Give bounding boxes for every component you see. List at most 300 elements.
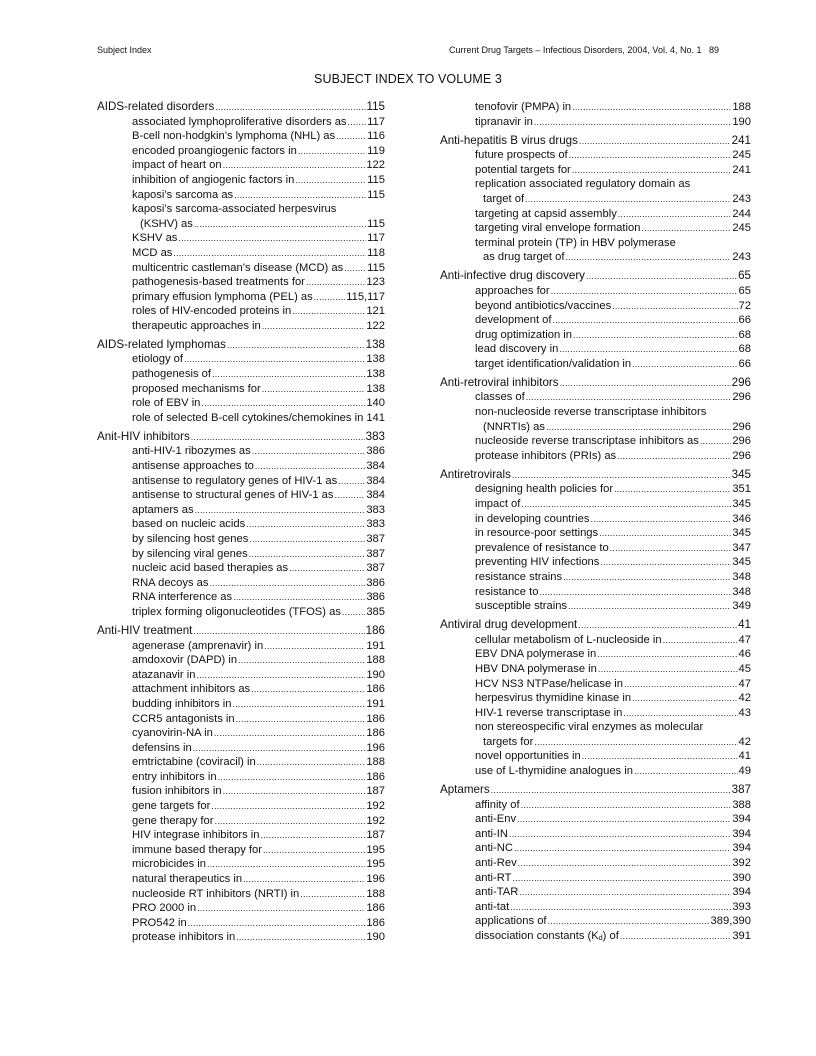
entry-label: classes of [475, 391, 525, 404]
entry-label: role of EBV in [132, 397, 201, 410]
running-head-journal [449, 45, 719, 55]
entry-label: agenerase (amprenavir) in [132, 639, 264, 652]
page-reference: 123 [366, 276, 385, 289]
dot-leader [289, 561, 365, 576]
page-reference: 392 [732, 857, 751, 870]
index-subentry [440, 299, 751, 314]
index-subentry-continuation [440, 735, 751, 750]
page-reference: 196 [366, 873, 385, 886]
dot-leader [514, 841, 731, 856]
dot-leader [614, 482, 731, 497]
dot-leader [519, 885, 731, 900]
dot-leader [517, 812, 731, 827]
dot-leader [364, 411, 365, 426]
index-subentry [440, 555, 751, 570]
index-subentry [440, 148, 751, 163]
dot-leader [663, 633, 738, 648]
page-reference: 115 [367, 261, 385, 274]
dot-leader [234, 188, 366, 203]
entry-label: anti-Rev [475, 857, 517, 870]
dot-leader [546, 420, 731, 435]
page-reference: 351 [732, 483, 751, 496]
entry-label: AIDS-related lymphomas [97, 337, 226, 351]
index-entry [440, 376, 751, 464]
page-reference: 192 [366, 814, 385, 827]
index-subentry [97, 653, 385, 668]
page-reference: 42 [738, 692, 751, 705]
index-subentry [440, 434, 751, 449]
dot-leader [573, 328, 738, 343]
page-reference: 138 [366, 382, 385, 395]
dot-leader [178, 231, 366, 246]
entry-label: Antiretrovirals [440, 467, 511, 481]
dot-leader [262, 382, 366, 397]
dot-leader [572, 100, 731, 115]
dot-leader [233, 697, 366, 712]
index-subentry [440, 449, 751, 464]
entry-label: PRO 2000 in [132, 902, 197, 915]
dot-leader [188, 916, 366, 931]
entry-label: EBV DNA polymerase in [475, 648, 597, 661]
index-subentry [97, 144, 385, 159]
page-reference: 186 [366, 916, 385, 929]
entry-label: resistance strains [475, 570, 563, 583]
page-reference: 188 [366, 887, 385, 900]
entry-label: etiology of [132, 353, 183, 366]
dot-leader [214, 726, 365, 741]
dot-leader [491, 783, 731, 798]
page-reference: 187 [366, 785, 385, 798]
index-subentry [440, 662, 751, 677]
page-reference: 186 [366, 683, 385, 696]
index-subentry-line: kaposi’s sarcoma-associated herpesvirus [132, 203, 337, 216]
dot-leader [191, 430, 365, 445]
entry-label-continued: (KSHV) as [140, 217, 193, 230]
index-entry [440, 100, 751, 129]
label-text-after: ) of [602, 930, 619, 942]
page-reference: 118 [367, 246, 385, 259]
index-subentry-line: replication associated regulatory domain as [475, 178, 691, 191]
page-reference: 119 [367, 144, 385, 157]
entry-label: HBV DNA polymerase in [475, 662, 597, 675]
entry-label: aptamers as [132, 503, 194, 516]
page-reference: 188 [732, 101, 751, 113]
index-entry [440, 618, 751, 779]
page-reference: 186 [366, 770, 385, 783]
dot-leader [548, 914, 710, 929]
entry-label: RNA interference as [132, 591, 233, 604]
page-reference: 115 [367, 217, 385, 230]
dot-leader [211, 799, 365, 814]
dot-leader [314, 290, 345, 305]
dot-leader [218, 770, 366, 785]
index-subentry [97, 755, 385, 770]
index-subentry [97, 576, 385, 591]
entry-label: targeting at capsid assembly [475, 207, 617, 220]
page-reference: 383 [365, 429, 385, 443]
index-subentry [440, 284, 751, 299]
page-reference: 386 [366, 591, 385, 604]
dot-leader [641, 221, 731, 236]
index-subentry [97, 639, 385, 654]
dot-leader [610, 541, 732, 556]
page-reference: 188 [366, 756, 385, 769]
dot-leader [632, 691, 737, 706]
index-subentry [440, 313, 751, 328]
entry-label: pathogenesis-based treatments for [132, 276, 305, 289]
index-heading [440, 269, 751, 284]
index-subentry [97, 517, 385, 532]
dot-leader [348, 115, 367, 130]
page-reference: 65 [738, 284, 751, 297]
entry-label: nucleoside RT inhibitors (NRTI) in [132, 887, 300, 900]
dot-leader [521, 497, 731, 512]
index-entry [97, 338, 385, 426]
page-reference: 187 [366, 829, 385, 842]
entry-label: impact of heart on [132, 159, 222, 172]
page-reference: 347 [732, 541, 751, 554]
page-reference: 41 [738, 750, 751, 763]
page-reference: 190 [366, 668, 385, 681]
entry-label: anti-Env [475, 813, 517, 826]
index-subentry [97, 770, 385, 785]
page-reference: 388 [732, 798, 751, 811]
page-reference: 117 [367, 115, 385, 128]
dot-leader [243, 872, 365, 887]
index-subentry [97, 444, 385, 459]
index-subentry [97, 129, 385, 144]
entry-label: anti-IN [475, 827, 508, 840]
index-subentry [440, 390, 751, 405]
dot-leader [214, 814, 365, 829]
dot-leader [617, 449, 731, 464]
entry-label: tipranavir in [475, 115, 533, 128]
index-subentry [97, 682, 385, 697]
entry-label: budding inhibitors in [132, 697, 232, 710]
index-subentry [440, 570, 751, 585]
entry-label: by silencing host genes [132, 533, 249, 545]
dot-leader [620, 929, 732, 944]
entry-label: prevalence of resistance to [475, 541, 609, 554]
index-subentry [97, 459, 385, 474]
entry-label: microbicides in [132, 858, 206, 871]
dot-leader [338, 474, 365, 489]
page-reference: 68 [738, 343, 751, 356]
dot-leader [597, 647, 737, 662]
index-entry [440, 783, 751, 947]
entry-label: triplex forming oligonucleotides (TFOS) as [132, 605, 341, 618]
page-reference: 394 [732, 827, 751, 840]
page-reference: 394 [732, 886, 751, 899]
entry-label-continued: (NNRTIs) as [483, 420, 545, 433]
entry-label: amdoxovir (DAPD) in [132, 654, 238, 667]
entry-label: RNA decoys as [132, 576, 209, 589]
page-reference: 186 [366, 902, 385, 915]
page-reference: 47 [738, 633, 751, 646]
dot-leader [251, 682, 365, 697]
page-reference: 68 [738, 328, 751, 341]
page-reference: 117 [367, 232, 385, 245]
dot-leader [578, 618, 737, 633]
dot-leader [565, 250, 731, 265]
page-reference: 46 [738, 648, 751, 661]
dot-leader [255, 459, 365, 474]
dot-leader [336, 129, 366, 144]
page-reference: 42 [738, 735, 751, 748]
index-heading [97, 338, 385, 353]
dot-leader [193, 741, 366, 756]
entry-label: cyanovirin-NA in [132, 727, 213, 740]
page-reference: 138 [365, 337, 385, 351]
index-subentry [440, 929, 751, 947]
dot-leader [700, 434, 731, 449]
index-subentry [97, 304, 385, 319]
entry-label: B-cell non-hodgkin’s lymphoma (NHL) as [132, 130, 336, 143]
entry-label: Anti-infective drug discovery [440, 269, 585, 283]
page-reference: 115,117 [346, 290, 385, 303]
page-reference: 387 [731, 783, 751, 797]
dot-leader [196, 668, 365, 683]
dot-leader [344, 261, 366, 276]
dot-leader [262, 319, 366, 334]
entry-label: proposed mechanisms for [132, 382, 261, 395]
index-subentry [440, 691, 751, 706]
index-subentry [97, 352, 385, 367]
index-subentry [97, 411, 385, 426]
entry-label: impact of [475, 498, 521, 510]
page-reference: 243 [732, 192, 751, 205]
index-subentry [440, 100, 751, 115]
dot-leader [551, 284, 738, 299]
index-subentry [440, 357, 751, 372]
entry-label: development of [475, 314, 552, 327]
entry-label: based on nucleic acids [132, 518, 246, 531]
entry-label: KSHV as [132, 232, 178, 245]
index-entry [440, 134, 751, 265]
entry-label: use of L-thymidine analogues in [475, 765, 633, 778]
entry-label: antisense to regulatory genes of HIV-1 as [132, 474, 338, 487]
label-text: dissociation constants (K [475, 930, 599, 942]
entry-label: gene targets for [132, 800, 211, 813]
dot-leader [201, 396, 365, 411]
entry-label: anti-RT [475, 871, 512, 884]
index-subentry [440, 677, 751, 692]
index-subentry [97, 561, 385, 576]
page-reference: 387 [366, 547, 385, 560]
page-reference: 349 [732, 600, 751, 613]
entry-label: roles of HIV-encoded proteins in [132, 305, 292, 318]
entry-label: antisense approaches to [132, 460, 254, 473]
index-subentry [440, 871, 751, 886]
index-subentry [97, 115, 385, 130]
page-reference: 191 [366, 639, 385, 652]
entry-label: resistance to [475, 585, 539, 598]
entry-label: attachment inhibitors as [132, 683, 251, 696]
page-reference: 66 [738, 357, 751, 370]
dot-leader [579, 134, 731, 149]
page-reference: 394 [732, 813, 751, 826]
entry-label: herpesvirus thymidine kinase in [475, 692, 632, 705]
dot-leader [246, 517, 365, 532]
entry-label-continued: targets for [483, 735, 534, 748]
entry-label: immune based therapy for [132, 843, 262, 856]
entry-label: role of selected B-cell cytokines/chemokines in [132, 411, 364, 424]
entry-label: preventing HIV infections [475, 556, 600, 569]
entry-label: anti-TAR [475, 886, 519, 899]
dot-leader [194, 217, 366, 232]
page-reference: 348 [732, 570, 751, 583]
entry-label [475, 735, 533, 750]
index-subentry [440, 885, 751, 900]
index-subentry [440, 764, 751, 779]
index-subentry [440, 706, 751, 721]
index-subentry [97, 668, 385, 683]
entry-label: nucleic acid based therapies as [132, 562, 289, 575]
entry-label: drug optimization in [475, 328, 573, 341]
index-subentry [97, 828, 385, 843]
page-reference: 41 [738, 618, 751, 632]
dot-leader [534, 735, 737, 750]
page-reference: 348 [732, 585, 751, 598]
dot-leader [260, 828, 365, 843]
page-reference: 192 [366, 800, 385, 813]
dot-leader [207, 857, 365, 872]
page-reference: 141 [366, 411, 385, 424]
index-subentry [440, 914, 751, 929]
entry-label: affinity of [475, 798, 520, 811]
index-subentry [440, 115, 751, 130]
entry-label: applications of [475, 915, 547, 928]
dot-leader [257, 755, 366, 770]
dot-leader [518, 856, 732, 871]
index-subentry [440, 841, 751, 856]
page-reference: 391 [732, 930, 751, 942]
dot-leader [264, 639, 365, 654]
index-subentry [97, 799, 385, 814]
dot-leader [600, 555, 731, 570]
entry-label: by silencing viral genes [132, 547, 248, 560]
page-reference: 196 [366, 741, 385, 754]
dot-leader [525, 192, 731, 207]
page-reference: 121 [366, 305, 385, 318]
dot-leader [539, 585, 731, 600]
entry-label: potential targets for [475, 163, 571, 176]
index-heading [440, 134, 751, 149]
page-reference: 138 [366, 353, 385, 366]
page-reference: 345 [732, 556, 751, 569]
index-subentry [97, 173, 385, 188]
index-subentry [97, 887, 385, 902]
page-title: SUBJECT INDEX TO VOLUME 3 [314, 72, 502, 86]
page-reference: 245 [732, 222, 751, 235]
page-reference: 186 [366, 727, 385, 740]
page-reference: 241 [731, 133, 751, 147]
index-subentry [440, 541, 751, 556]
dot-leader [238, 653, 365, 668]
dot-leader [236, 712, 366, 727]
index-subentry [97, 246, 385, 261]
page-reference: 241 [732, 163, 751, 176]
entry-label: HIV-1 reverse transcriptase in [475, 706, 623, 719]
index-subentry [97, 488, 385, 503]
index-subentry [440, 342, 751, 357]
page-reference: 296 [732, 449, 751, 462]
dot-leader [215, 100, 365, 115]
entry-label: target identification/validation in [475, 357, 632, 370]
entry-label: HIV integrase inhibitors in [132, 829, 260, 842]
index-subentry [97, 697, 385, 712]
page-reference: 245 [732, 149, 751, 162]
entry-label: in resource-poor settings [475, 527, 599, 540]
page-reference: 393 [732, 900, 751, 913]
page-reference: 296 [732, 391, 751, 404]
index-subentry-line: non stereospecific viral enzymes as molecular [475, 721, 704, 734]
index-subentry [440, 827, 751, 842]
entry-label: future prospects of [475, 149, 568, 162]
index-entry [97, 624, 385, 945]
page-reference: 186 [366, 712, 385, 725]
index-subentry-continuation [440, 192, 751, 207]
entry-label: therapeutic approaches in [132, 319, 261, 332]
index-entry [97, 100, 385, 334]
dot-leader [236, 930, 365, 945]
page-reference: 384 [366, 489, 385, 502]
dot-leader [252, 444, 366, 459]
index-subentry [440, 163, 751, 178]
entry-label: multicentric castleman’s disease (MCD) as [132, 261, 344, 274]
index-subentry [440, 599, 751, 614]
index-subentry [97, 290, 385, 305]
dot-leader [249, 532, 365, 547]
page-number: 89 [708, 45, 719, 55]
dot-leader [624, 677, 738, 692]
index-subentry [440, 749, 751, 764]
index-subentry [440, 207, 751, 222]
entry-label: in developing countries [475, 512, 590, 525]
entry-label: emtrictabine (coviracil) in [132, 756, 256, 769]
entry-label: Antiviral drug development [440, 618, 578, 632]
index-subentry [440, 633, 751, 648]
index-heading [97, 624, 385, 639]
dot-leader [512, 468, 731, 483]
page-reference: 385 [366, 605, 385, 618]
entry-label [475, 192, 524, 207]
page-reference: 186 [365, 623, 385, 637]
page-reference: 43 [738, 706, 751, 719]
dot-leader [306, 275, 365, 290]
page-reference: 190 [366, 931, 385, 944]
index-subentry [97, 396, 385, 411]
entry-label: atazanavir in [132, 668, 196, 681]
page-reference: 345 [732, 527, 751, 540]
page-reference: 387 [366, 533, 385, 545]
index-subentry [440, 512, 751, 527]
entry-label: Anti-HIV treatment [97, 623, 193, 637]
dot-leader [292, 304, 365, 319]
entry-label: AIDS-related disorders [97, 100, 215, 113]
entry-label: protease inhibitors (PRIs) as [475, 449, 617, 462]
index-heading [440, 783, 751, 798]
entry-label [132, 217, 193, 232]
entry-label: Anti-hepatitis B virus drugs [440, 133, 578, 147]
index-column-left [97, 100, 385, 949]
dot-leader [632, 357, 737, 372]
page-reference: 296 [732, 420, 751, 433]
dot-leader [193, 624, 364, 639]
page-reference: 394 [732, 842, 751, 855]
entry-label: susceptible strains [475, 600, 568, 613]
index-subentry [440, 526, 751, 541]
